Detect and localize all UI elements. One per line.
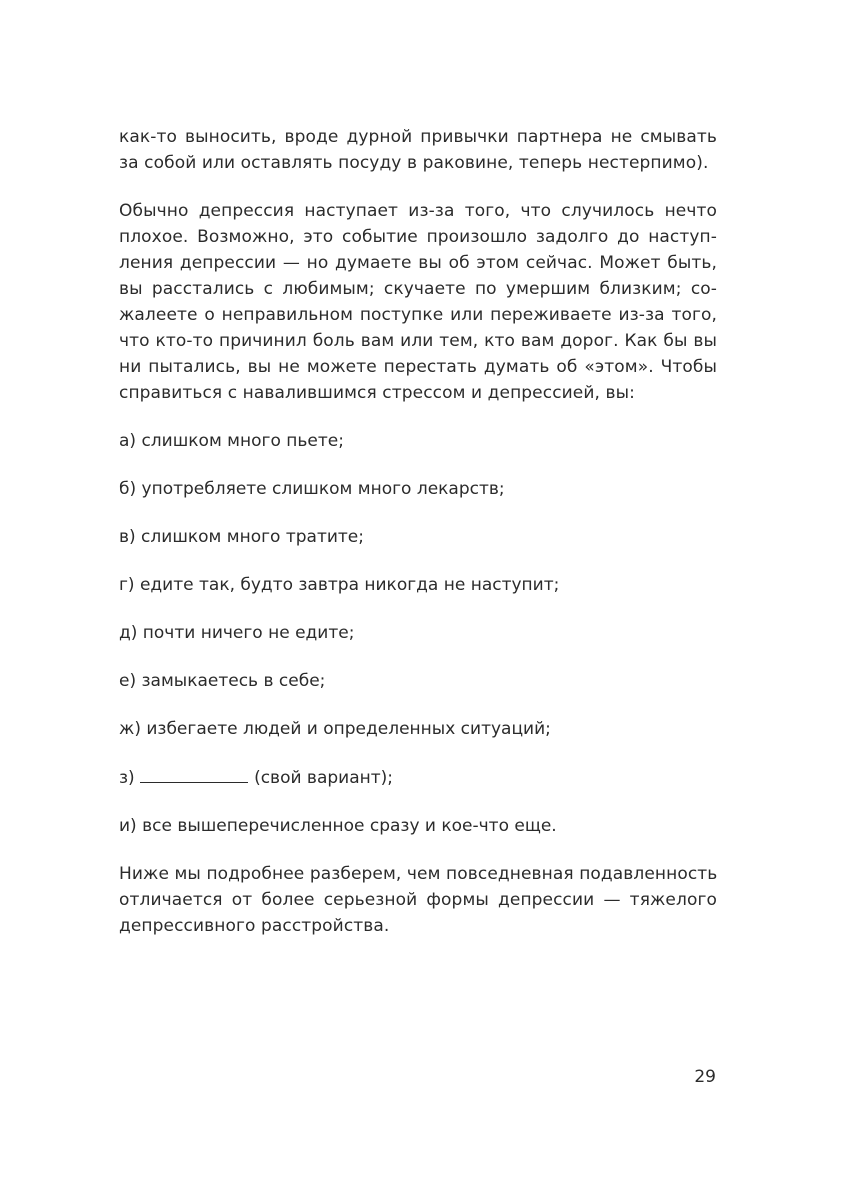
list-gap — [119, 646, 717, 668]
paragraph-gap — [119, 839, 717, 861]
list-item-b: б) употребляете слишком много лекарств; — [119, 479, 505, 499]
text-line: жалеете о неправильном поступке или переживаете из-за того, — [119, 305, 717, 325]
list-item-a: а) слишком много пьете; — [119, 431, 344, 451]
text-line: ления депрессии — но думаете вы об этом сейчас. Может быть, — [119, 253, 717, 273]
text-line: что кто-то причинил боль вам или тем, кто вам дорог. Как бы вы — [119, 331, 717, 351]
list-item-zh: ж) избегаете людей и определенных ситуаций; — [119, 719, 551, 739]
text-line: справиться с навалившимся стрессом и депрессией, вы: — [119, 383, 635, 403]
page-number: 29 — [694, 1067, 716, 1087]
paragraph-gap — [119, 176, 717, 198]
list-gap — [119, 502, 717, 524]
text-line: депрессивного расстройства. — [119, 916, 390, 936]
paragraph-conclusion — [119, 861, 717, 939]
text-line: Ниже мы подробнее разберем, чем повседневная подавленность — [119, 864, 718, 884]
text-line: вы расстались с любимым; скучаете по умершим близким; со- — [119, 279, 717, 299]
text-line: как-то выносить, вроде дурной привычки партнера не смывать — [119, 127, 717, 147]
fill-in-blank-line — [140, 764, 248, 783]
list-item-g: г) едите так, будто завтра никогда не наступит; — [119, 575, 560, 595]
list-gap — [119, 742, 717, 764]
list-item-v: в) слишком много тратите; — [119, 527, 364, 547]
page-body — [119, 124, 717, 939]
paragraph-depression-causes — [119, 198, 717, 406]
text-line: ни пытались, вы не можете перестать думать об «этом». Чтобы — [119, 357, 717, 377]
paragraph-gap — [119, 406, 717, 428]
list-gap — [119, 791, 717, 813]
text-line: плохое. Возможно, это событие произошло задолго до наступ- — [119, 227, 717, 247]
list-gap — [119, 598, 717, 620]
list-gap — [119, 550, 717, 572]
list-item-z-suffix: (свой вариант); — [254, 768, 393, 788]
paragraph-continuation — [119, 124, 717, 176]
list-item-i: и) все вышеперечисленное сразу и кое-что еще. — [119, 816, 557, 836]
list-item-e: е) замыкаетесь в себе; — [119, 671, 326, 691]
text-line: за собой или оставлять посуду в раковине, теперь нестерпимо). — [119, 153, 709, 173]
list-item-z — [119, 764, 717, 791]
text-line: отличается от более серьезной формы депрессии — тяжелого — [119, 890, 717, 910]
text-line: Обычно депрессия наступает из-за того, что случилось нечто — [119, 201, 717, 221]
list-gap — [119, 454, 717, 476]
list-item-z-prefix: з) — [119, 768, 141, 788]
list-item-d: д) почти ничего не едите; — [119, 623, 355, 643]
list-gap — [119, 694, 717, 716]
